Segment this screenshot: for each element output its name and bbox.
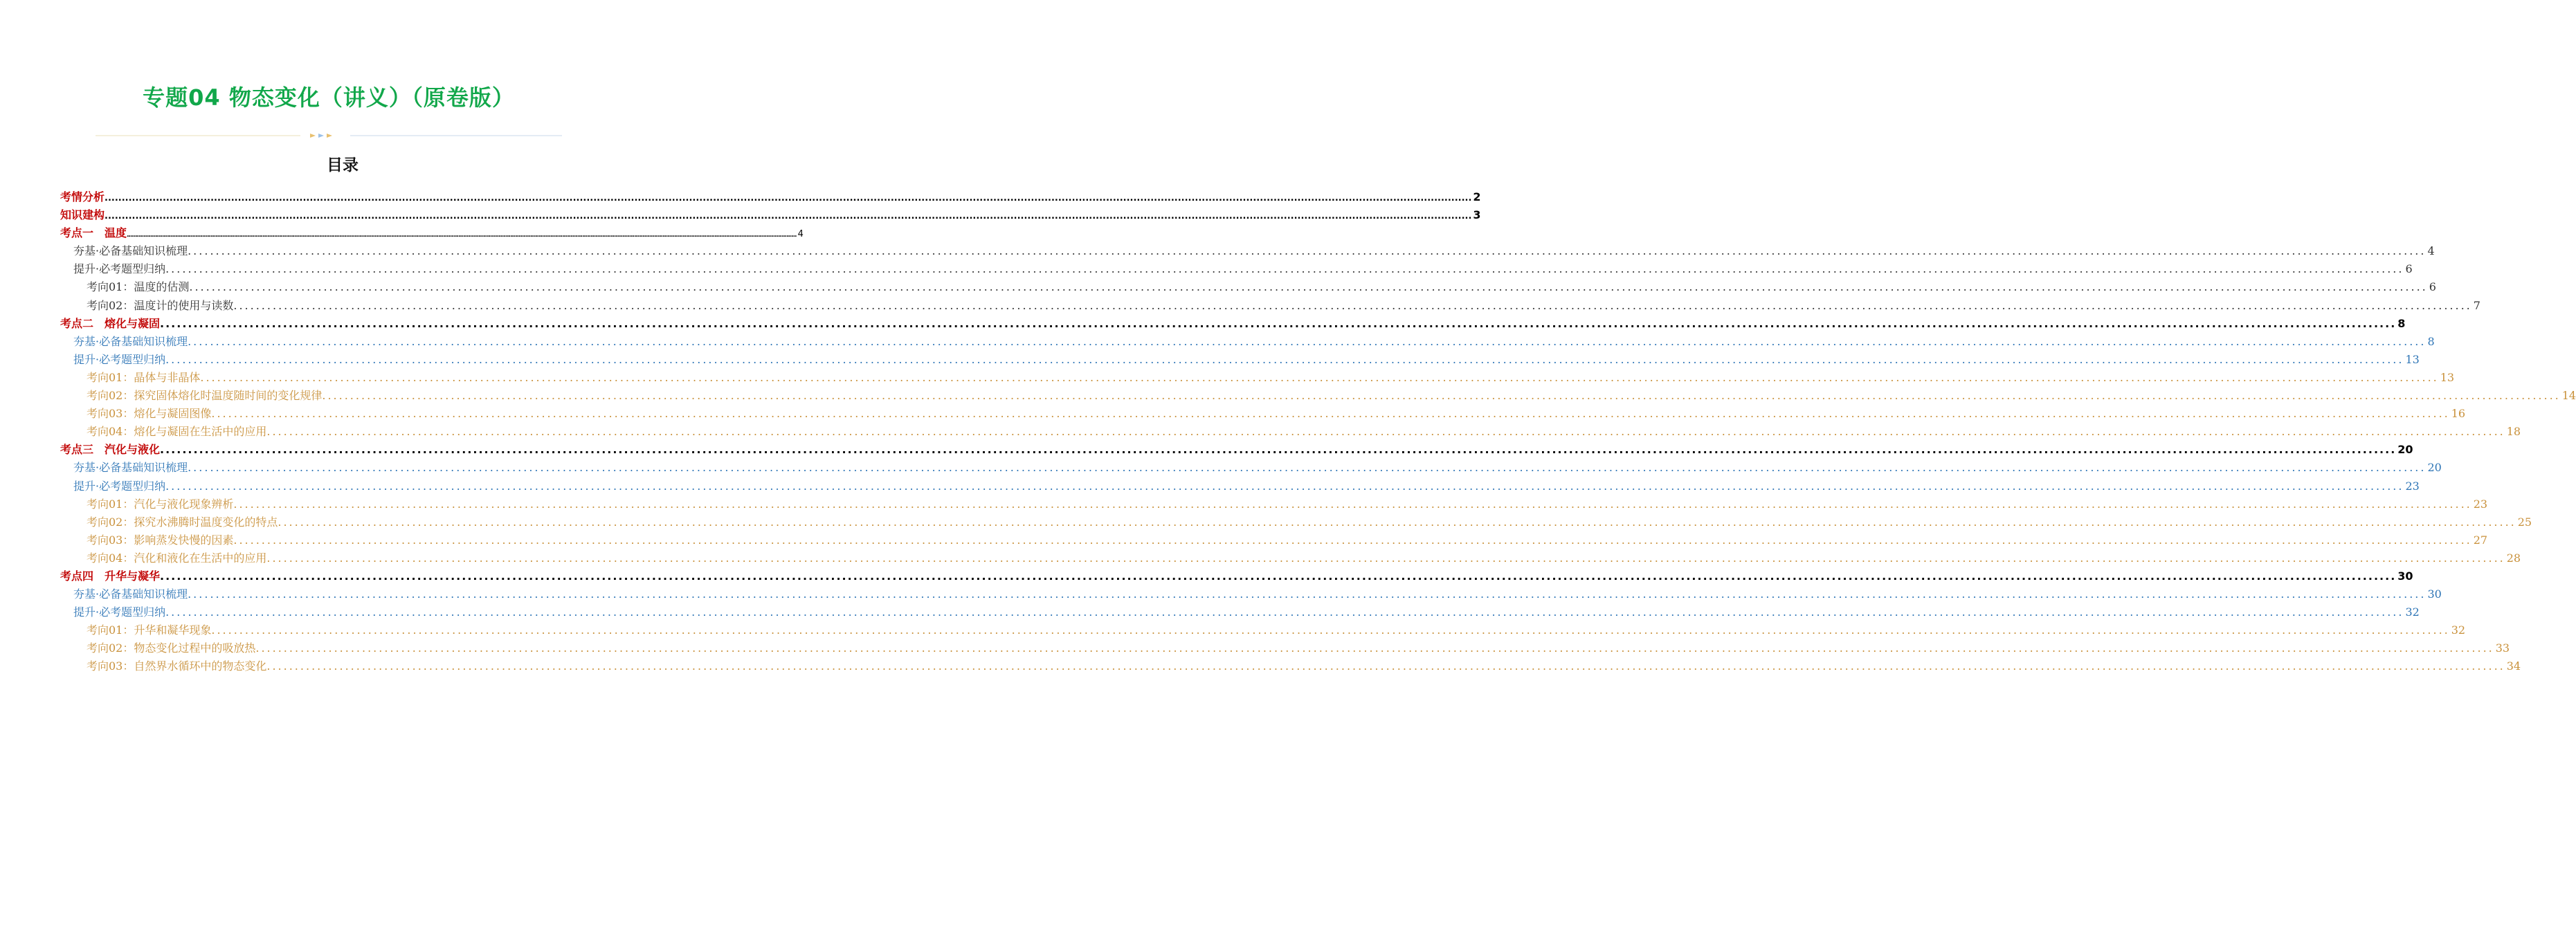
toc-page-number: 13 <box>2405 352 2420 366</box>
toc-entry-title: 考向03：自然界水循环中的物态变化 <box>87 659 267 673</box>
toc-page-number: 8 <box>2397 316 2406 330</box>
toc-entry[interactable] <box>60 549 2521 567</box>
toc-page-number: 13 <box>2440 370 2455 384</box>
toc-page-number: 34 <box>2506 659 2521 673</box>
toc-dot-leader: ................................................................................................................................................................................................................................................................................................................................................................................................................ <box>165 352 2404 366</box>
toc-page-number: 32 <box>2451 623 2466 637</box>
toc-entry[interactable] <box>60 242 2435 260</box>
toc-dot-leader: ................................................................................................................................................................................................................................................................................................................................................................................................................ <box>200 370 2439 384</box>
toc-page-number: 6 <box>2429 280 2436 294</box>
toc-entry-title: 夯基·必备基础知识梳理 <box>73 461 188 475</box>
toc-heading: 目录 <box>327 156 359 174</box>
toc-entry-title: 考向03：影响蒸发快慢的因素 <box>87 533 234 547</box>
toc-page-number: 25 <box>2517 515 2532 529</box>
toc-page-number: 20 <box>2397 443 2413 457</box>
table-of-contents <box>60 188 2576 676</box>
toc-page-number: 33 <box>2495 641 2510 655</box>
toc-entry-title: 考向03：熔化与凝固图像 <box>87 407 212 421</box>
toc-entry-title: 考点三 汽化与液化 <box>60 443 161 457</box>
toc-entry[interactable] <box>60 621 2466 639</box>
toc-dot-leader: ................................................................................................................................................................................................................................................................................................................................................................................................................ <box>188 461 2427 475</box>
toc-entry[interactable] <box>60 315 2406 333</box>
toc-entry[interactable] <box>60 657 2521 675</box>
toc-entry[interactable] <box>60 495 2488 513</box>
toc-entry-title: 考点一 温度 <box>60 226 127 240</box>
toc-entry[interactable] <box>60 351 2420 369</box>
toc-entry[interactable] <box>60 260 2413 278</box>
toc-entry[interactable] <box>60 603 2420 621</box>
toc-entry[interactable] <box>60 405 2466 423</box>
toc-entry[interactable] <box>60 567 2413 585</box>
toc-entry[interactable] <box>60 297 2480 315</box>
toc-dot-leader: ................................................................................................................................................................................................................................................................................................................................................................................................................ <box>233 497 2472 511</box>
toc-entry-title: 考向02：探究固体熔化时温度随时间的变化规律 <box>87 389 323 403</box>
toc-dot-leader: ................................................................................................................................................................................................................................................................................................................................................................................................................ <box>233 298 2472 312</box>
toc-dot-leader: ................................................................................................................................................................................................................................................................................................................................................................................................................ <box>188 334 2427 348</box>
toc-dot-leader: ................................................................................................................................................................................................................................................................................................................................................................................................................ <box>233 533 2472 547</box>
toc-entry-title: 考向02：温度计的使用与读数 <box>87 298 234 312</box>
toc-page-number: 3 <box>1473 208 1481 222</box>
toc-entry[interactable] <box>60 188 1481 206</box>
toc-entry[interactable] <box>60 278 2436 296</box>
toc-entry[interactable] <box>60 387 2576 405</box>
toc-dot-leader: ................................................................................................................................................................................................................................................................................................................................................................................................................ <box>165 479 2404 493</box>
toc-page-number: 20 <box>2427 461 2442 475</box>
toc-entry-title: 考向04：熔化与凝固在生活中的应用 <box>87 425 267 439</box>
toc-dot-leader: ................................................................................................................................................................................................................................................................................................................................................................................................................ <box>266 551 2505 565</box>
page-title: 专题04 物态变化（讲义）（原卷版） <box>143 84 515 111</box>
toc-entry-title: 考情分析 <box>60 190 105 203</box>
toc-dot-leader: ................................................................................................................................................................................................................................................................................................................................................................................................................ <box>105 193 1472 203</box>
toc-entry-title: 考向01：温度的估测 <box>87 280 190 294</box>
toc-page-number: 14 <box>2561 389 2576 403</box>
toc-entry[interactable] <box>60 513 2532 531</box>
toc-dot-leader: ................................................................................................................................................................................................................................................................................................................................................................................................................ <box>255 641 2494 655</box>
toc-entry-title: 考向01：汽化与液化现象辨析 <box>87 497 234 511</box>
toc-entry-title: 考向01：升华和凝华现象 <box>87 623 212 637</box>
toc-entry-title: 夯基·必备基础知识梳理 <box>73 244 188 258</box>
toc-entry[interactable] <box>60 639 2510 657</box>
toc-page-number: 30 <box>2397 569 2413 583</box>
toc-page-number: 7 <box>2473 298 2480 312</box>
toc-page-number: 23 <box>2473 497 2488 511</box>
toc-page-number: 16 <box>2451 407 2466 421</box>
toc-entry[interactable] <box>60 369 2455 387</box>
toc-dot-leader: ................................................................................................................................................................................................................................................................................................................................................................................................................ <box>105 211 1472 222</box>
toc-entry-title: 提升·必考题型归纳 <box>73 352 166 366</box>
toc-dot-leader: ................................................................................................................................................................................................................................................................................................................................................................................................................ <box>165 262 2404 276</box>
toc-dot-leader: ................................................................................................................................................................................................................................................................................................................................................................................................................ <box>266 659 2505 673</box>
toc-page-number: 27 <box>2473 533 2488 547</box>
toc-dot-leader: ................................................................................................................................................................................................................................................................................................................................................................................................................ <box>188 244 2427 258</box>
toc-entry[interactable] <box>60 531 2488 549</box>
toc-page-number: 18 <box>2506 425 2521 439</box>
toc-page-number: 4 <box>797 229 804 240</box>
toc-entry-title: 考点四 升华与凝华 <box>60 569 161 583</box>
toc-page-number: 30 <box>2427 587 2442 601</box>
toc-entry-title: 夯基·必备基础知识梳理 <box>73 587 188 601</box>
toc-entry-title: 夯基·必备基础知识梳理 <box>73 334 188 348</box>
toc-page-number: 8 <box>2427 334 2435 348</box>
toc-entry-title: 考向02：物态变化过程中的吸放热 <box>87 641 256 655</box>
toc-page-number: 32 <box>2405 605 2420 619</box>
toc-entry[interactable] <box>60 206 1481 224</box>
toc-dot-leader: ................................................................................................................................................................................................................................................................................................................................................................................................................ <box>211 407 2450 421</box>
toc-entry[interactable] <box>60 585 2442 603</box>
toc-page-number: 4 <box>2427 244 2435 258</box>
toc-entry-title: 知识建构 <box>60 208 105 222</box>
toc-entry-title: 考向04：汽化和液化在生活中的应用 <box>87 551 267 565</box>
toc-dot-leader: ................................................................................................................................................................................................................................................................................................................................................................................................................ <box>165 605 2404 619</box>
toc-entry[interactable] <box>60 333 2435 351</box>
toc-entry-title: 提升·必考题型归纳 <box>73 479 166 493</box>
toc-entry[interactable] <box>60 477 2420 495</box>
toc-page-number: 28 <box>2506 551 2521 565</box>
toc-entry-title: 考向01：晶体与非晶体 <box>87 370 201 384</box>
toc-dot-leader: ................................................................................................................................................................................................................................................................................................................................................................................................................ <box>160 569 2397 583</box>
toc-page-number: 23 <box>2405 479 2420 493</box>
toc-dot-leader: ................................................................................................................................................................................................................................................................................................................................................................................................................ <box>160 316 2397 330</box>
toc-entry-title: 提升·必考题型归纳 <box>73 605 166 619</box>
toc-page-number: 6 <box>2405 262 2413 276</box>
toc-entry-title: 考向02：探究水沸腾时温度变化的特点 <box>87 515 278 529</box>
toc-dot-leader: ................................................................................................................................................................................................................................................................................................................................................................................................................ <box>266 425 2505 439</box>
title-divider <box>96 130 562 141</box>
toc-dot-leader: ................................................................................................................................................................................................................................................................................................................................................................................................................ <box>211 623 2450 637</box>
toc-dot-leader: ................................................................................................................................................................................................................................................................................................................................................................................................................ <box>322 389 2561 403</box>
toc-dot-leader: ................................................................................................................................................................................................................................................................................................................................................................................................................ <box>127 232 797 239</box>
toc-entry-title: 考点二 熔化与凝固 <box>60 316 161 330</box>
toc-entry-title: 提升·必考题型归纳 <box>73 262 166 276</box>
toc-entry[interactable] <box>60 423 2521 441</box>
toc-dot-leader: ................................................................................................................................................................................................................................................................................................................................................................................................................ <box>278 515 2516 529</box>
toc-entry[interactable] <box>60 459 2442 477</box>
toc-page-number: 2 <box>1473 190 1481 203</box>
toc-dot-leader: ................................................................................................................................................................................................................................................................................................................................................................................................................ <box>160 443 2397 457</box>
toc-entry[interactable] <box>60 441 2413 459</box>
toc-entry[interactable] <box>60 224 804 242</box>
toc-dot-leader: ................................................................................................................................................................................................................................................................................................................................................................................................................ <box>188 587 2427 601</box>
toc-dot-leader: ................................................................................................................................................................................................................................................................................................................................................................................................................ <box>189 280 2428 294</box>
